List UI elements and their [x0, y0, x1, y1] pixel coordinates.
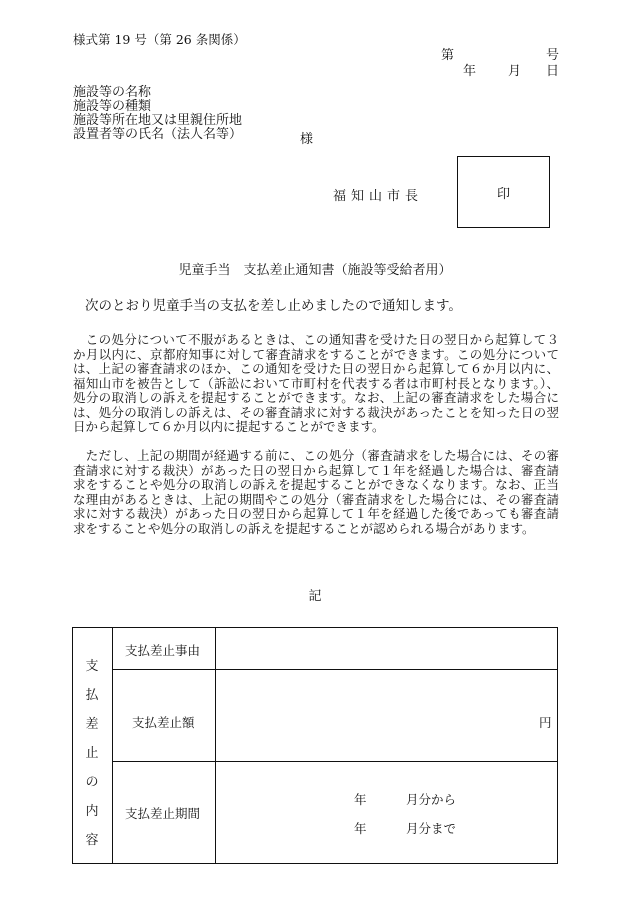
period-label: 支払差止期間 [125, 806, 201, 821]
vertical-label-char: 容 [85, 833, 99, 848]
issuer-title: 福知山市長 [333, 189, 424, 204]
reason-label: 支払差止事由 [125, 643, 201, 658]
period-to-month: 月分まで [406, 821, 457, 836]
amount-unit: 円 [539, 715, 552, 730]
document-number-suffix: 号 [546, 48, 560, 63]
document-number-prefix: 第 [441, 48, 455, 63]
period-from-month: 月分から [406, 792, 457, 807]
appeal-paragraph: この処分について不服があるときは、この通知書を受けた日の翌日から起算して３か月以内に、京都府知事に対して審査請求をすることができます。この処分については、上記の審査請求のほか、この通知を受けた日の翌日から起算して６か月以内に、福知山市を被告として（訴訟において市町村を代表する者は市町村長となります。）、処分の取消しの訴えを提起することができます。なお、上記の審査請求をした場合には、処分の取消しの訴えは、その審査請求に対する裁決があったことを知った日の翌日から起算して６か月以内に提起することができます。 [73, 332, 559, 434]
facility-name-label: 施設等の名称 [73, 85, 152, 100]
period-to-year: 年 [354, 821, 367, 836]
founder-name-label: 設置者等の氏名（法人名等） [73, 127, 243, 142]
suspension-details-table [72, 627, 558, 864]
date-year-label: 年 [463, 64, 477, 79]
honorific: 様 [300, 132, 314, 147]
vertical-label-char: 支 [85, 659, 99, 674]
ki-heading: 記 [308, 589, 322, 604]
vertical-label-char: 内 [85, 804, 99, 819]
form-number: 様式第 19 号（第 26 条関係） [73, 32, 246, 47]
intro-text: 次のとおり児童手当の支払を差し止めましたので通知します。 [85, 298, 462, 314]
amount-label: 支払差止額 [132, 715, 195, 730]
limitation-paragraph: ただし、上記の期間が経過する前に、この処分（審査請求をした場合には、その審査請求に対する裁決）があった日の翌日から起算して１年を経過した場合は、審査請求をすることや処分の取消しの訴えを提起することができなくなります。なお、正当な理由があるときは、上記の期間やこの処分（審査請求をした場合には、その審査請求に対する裁決）があった日の翌日から起算して１年を経過した後であっても審査請求をすることや処分の取消しの訴えを提起することが認められる場合があります。 [73, 448, 559, 536]
vertical-label-char: 払 [85, 688, 99, 703]
seal-label: 印 [496, 186, 510, 202]
vertical-label-char: の [85, 775, 99, 790]
period-from-year: 年 [354, 792, 367, 807]
seal-box [457, 156, 550, 228]
facility-address-label: 施設等所在地又は里親住所地 [73, 113, 243, 128]
vertical-label-char: 差 [85, 717, 99, 732]
vertical-label-char: 止 [85, 746, 99, 761]
facility-type-label: 施設等の種類 [73, 99, 152, 114]
date-day-label: 日 [546, 64, 560, 79]
document-title: 児童手当 支払差止通知書（施設等受給者用） [178, 263, 452, 278]
date-month-label: 月 [508, 64, 522, 79]
